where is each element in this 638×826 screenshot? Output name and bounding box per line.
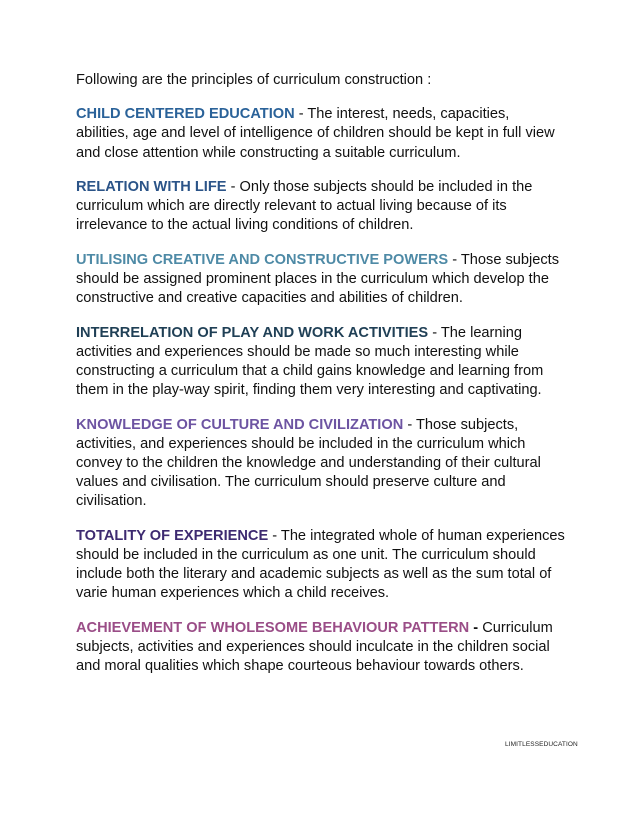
principle-heading: KNOWLEDGE OF CULTURE AND CIVILIZATION bbox=[76, 416, 404, 433]
principle-heading: ACHIEVEMENT OF WHOLESOME BEHAVIOUR PATTERN bbox=[76, 619, 470, 636]
intro-text: Following are the principles of curriculum construction : bbox=[76, 72, 432, 88]
principle-culture-and-civilization bbox=[76, 416, 566, 512]
principle-separator: - bbox=[469, 619, 483, 636]
principle-text: Those subjects should be assigned prominent places in the curriculum which develop the constructive and creative capacities and abilities of children. bbox=[76, 251, 560, 307]
principle-relation-with-life bbox=[76, 178, 566, 236]
principle-text: Those subjects, activities, and experiences should be included in the curriculum which convey to the children the knowledge and understanding of their cultural values and civilisation. The curriculum should preserve culture and civilisation. bbox=[76, 416, 541, 510]
principle-separator: - bbox=[294, 106, 308, 123]
principle-separator: - bbox=[448, 251, 461, 268]
principle-child-centered-education bbox=[76, 105, 566, 163]
principle-separator: - bbox=[226, 179, 240, 195]
principle-separator: - bbox=[428, 324, 441, 341]
principle-heading: TOTALITY OF EXPERIENCE bbox=[76, 527, 269, 544]
principle-text: The learning activities and experiences should be made so much interesting while constructing a curriculum that a child gains knowledge and learning from them in the play-way spirit, finding them very interesting and captivating. bbox=[76, 324, 544, 399]
principle-heading: UTILISING CREATIVE AND CONSTRUCTIVE POWERS bbox=[76, 251, 449, 268]
principle-text: The interest, needs, capacities, abilities, age and level of intelligence of children should be kept in full view and close attention while constructing a suitable curriculum. bbox=[76, 106, 555, 161]
principle-separator: - bbox=[268, 527, 281, 544]
principle-heading: RELATION WITH LIFE bbox=[76, 179, 227, 195]
principle-play-and-work bbox=[76, 324, 566, 401]
principle-heading: CHILD CENTERED EDUCATION bbox=[76, 106, 295, 123]
document-page bbox=[76, 71, 566, 692]
principle-totality-of-experience bbox=[76, 527, 566, 604]
principle-separator: - bbox=[403, 416, 416, 433]
principle-wholesome-behaviour bbox=[76, 619, 566, 677]
principle-text: The integrated whole of human experiences should be included in the curriculum as one unit. The curriculum should include both the literary and academic subjects as well as the sum total of varie human experiences which a child receives. bbox=[76, 527, 565, 602]
footer-watermark: LIMITLESSEDUCATION bbox=[505, 741, 578, 748]
principle-text: Curriculum subjects, activities and experiences should inculcate in the children social and moral qualities which shape courteous behaviour towards others. bbox=[76, 619, 553, 675]
principle-text: Only those subjects should be included in the curriculum which are directly relevant to actual living because of its irrelevance to the actual living conditions of children. bbox=[76, 179, 533, 234]
principle-creative-constructive-powers bbox=[76, 251, 566, 309]
principle-heading: INTERRELATION OF PLAY AND WORK ACTIVITIES bbox=[76, 324, 429, 341]
